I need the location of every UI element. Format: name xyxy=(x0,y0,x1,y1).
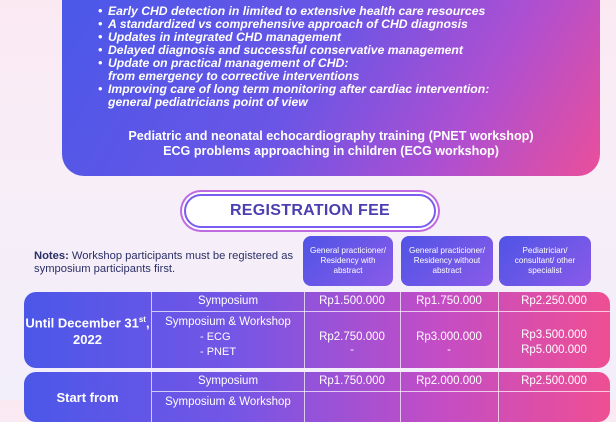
row-sublabel-pnet: - PNET xyxy=(200,346,237,358)
column-header-gp-without-abstract: General practicioner/ Residency without abstract xyxy=(401,236,493,286)
workshops xyxy=(62,129,600,159)
period-label xyxy=(24,372,152,422)
notes-label: Notes: xyxy=(34,250,69,262)
fee-value: Rp3.000.000 xyxy=(416,331,482,343)
fee-row-symposium xyxy=(152,292,610,312)
fee-value: - xyxy=(350,344,354,356)
period-name: Until December 31 xyxy=(25,315,139,331)
column-divider xyxy=(498,372,499,422)
row-label: Symposium & Workshop xyxy=(165,396,291,408)
period-name-tail: , 2022 xyxy=(73,315,150,347)
fee-block-early xyxy=(24,292,610,368)
topic-item: • Updates in integrated CHD management xyxy=(98,31,600,44)
fee-row-symposium-workshop xyxy=(152,312,610,368)
notes xyxy=(34,250,294,276)
topic-item: • Improving care of long term monitoring after cardiac intervention: xyxy=(98,83,600,96)
fee-value: Rp2.750.000 xyxy=(319,331,385,343)
fee-value: Rp1.750.000 xyxy=(416,295,482,307)
column-header-gp-with-abstract: General practicioner/ Residency with abstract xyxy=(303,236,393,286)
fee-block-regular xyxy=(24,372,610,422)
workshop-pnet: Pediatric and neonatal echocardiography training (PNET workshop) xyxy=(128,129,534,143)
topics-list xyxy=(98,5,600,109)
topics-card xyxy=(62,0,600,176)
row-label: Symposium xyxy=(197,375,259,387)
fee-row-symposium xyxy=(152,372,610,392)
topic-item-continuation: from emergency to corrective interventions xyxy=(108,69,360,83)
fee-value: Rp2.000.000 xyxy=(416,375,482,387)
topic-item: • Early CHD detection in limited to extensive health care resources xyxy=(98,5,600,18)
topic-item-continuation: general pediatricians point of view xyxy=(108,95,308,109)
period-name: Start from xyxy=(56,390,119,405)
fee-value: Rp2.250.000 xyxy=(521,295,587,307)
row-label: Symposium & Workshop xyxy=(165,316,291,328)
period-label xyxy=(24,292,152,368)
registration-fee-title: REGISTRATION FEE xyxy=(184,194,436,228)
fee-value: Rp3.500.000 xyxy=(521,329,587,341)
column-header-pediatrician: Pediatrician/ consultant/ other specialist xyxy=(499,236,591,286)
fee-row-symposium-workshop xyxy=(152,392,610,422)
row-label: Symposium xyxy=(197,295,259,307)
fee-value: Rp1.750.000 xyxy=(319,375,385,387)
fee-value: Rp5.000.000 xyxy=(521,344,587,356)
column-divider xyxy=(400,372,401,422)
topic-item: • Delayed diagnosis and successful conservative management xyxy=(98,44,600,57)
fee-value: - xyxy=(447,344,451,356)
column-divider xyxy=(304,372,305,422)
fee-value: Rp1.500.000 xyxy=(319,295,385,307)
notes-text: Workshop participants must be registered as symposium participants first. xyxy=(34,250,294,275)
topic-item: • Update on practical management of CHD: xyxy=(98,57,600,70)
workshop-ecg: ECG problems approaching in children (ECG workshop) xyxy=(163,144,499,158)
row-sublabel-ecg: - ECG xyxy=(200,331,231,343)
column-divider xyxy=(400,292,401,368)
column-divider xyxy=(498,292,499,368)
column-divider xyxy=(304,292,305,368)
fee-value: Rp2.500.000 xyxy=(521,375,587,387)
period-name-sup: st xyxy=(138,315,146,325)
topic-item: • A standardized vs comprehensive approach of CHD diagnosis xyxy=(98,18,600,31)
